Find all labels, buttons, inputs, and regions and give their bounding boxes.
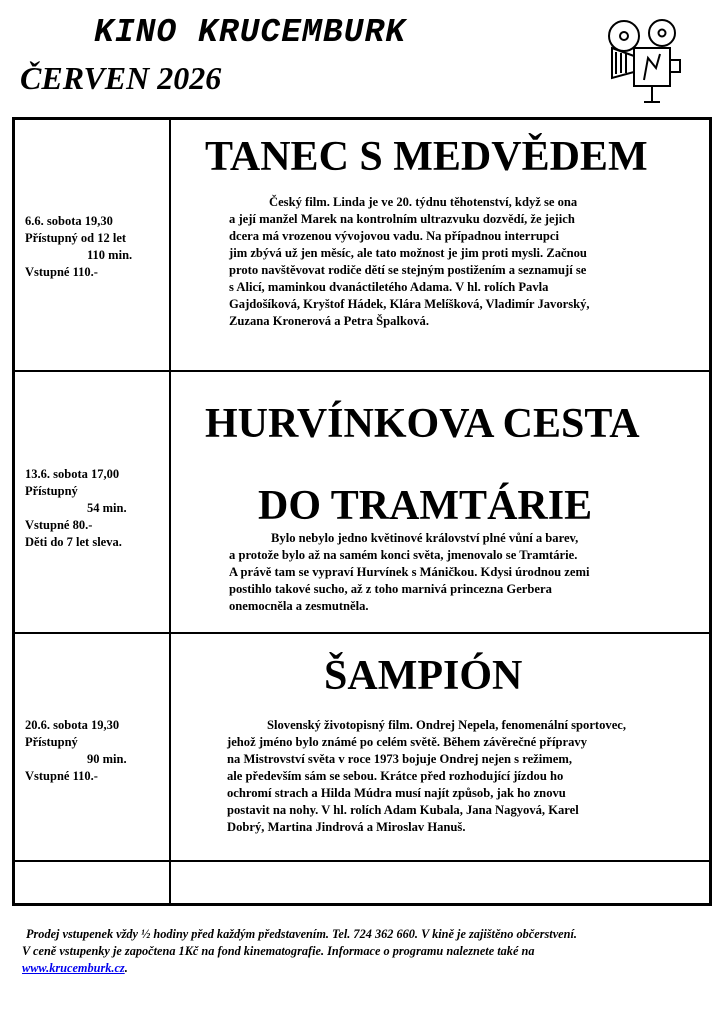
discount-note: Děti do 7 let sleva. bbox=[25, 535, 122, 549]
screening-date: 6.6. sobota 19,30 bbox=[25, 214, 113, 228]
age-rating: Přístupný bbox=[25, 484, 78, 498]
film-title: ŠAMPIÓN bbox=[324, 653, 523, 699]
row-divider bbox=[15, 370, 709, 372]
ticket-price: Vstupné 110.- bbox=[25, 769, 98, 783]
program-table bbox=[12, 117, 712, 906]
ticket-price: Vstupné 80.- bbox=[25, 518, 93, 532]
screening-date: 20.6. sobota 19,30 bbox=[25, 718, 120, 732]
website-link[interactable]: www.krucemburk.cz bbox=[22, 961, 125, 975]
film-duration: 54 min. bbox=[87, 501, 127, 515]
row-divider bbox=[15, 632, 709, 634]
film-camera-icon bbox=[604, 16, 688, 106]
age-rating: Přístupný od 12 let bbox=[25, 231, 127, 245]
screening-info bbox=[25, 717, 127, 785]
ticket-price: Vstupné 110.- bbox=[25, 265, 98, 279]
screening-date: 13.6. sobota 17,00 bbox=[25, 467, 120, 481]
column-divider bbox=[169, 120, 171, 903]
film-description: Český film. Linda je ve 20. týdnu těhotenství, když se ona a její manžel Marek na kontrolním ultrazvuku dozvědí, že jejich dcera má vrozenou vývojovou vadu. Na případnou interrupci jim zbývá už jen měsíc, ale tato možnost je jim proti mysli. Začnou proto navštěvovat rodiče dětí se stejným postižením a seznamují se s Alicí, maminkou dvanáctiletého Adama. V hl. rolích Pavla Gajdošíková, Kryštof Hádek, Klára Melíšková, Vladimír Javorský, Zuzana Kronerová a Petra Špalková. bbox=[229, 195, 590, 328]
screening-info bbox=[25, 213, 132, 281]
film-description: Bylo nebylo jedno květinové království plné vůní a barev, a protože bylo až na samém konci světa, jmenovalo se Tramtárie. A právě tam se vypraví Hurvínek s Máničkou. Kdysi úrodnou zemi postihlo takové sucho, až z toho marnivá princezna Gerbera onemocněla a zesmutněla. bbox=[229, 531, 590, 613]
cinema-name: KINO KRUCEMBURK bbox=[94, 14, 407, 51]
film-duration: 90 min. bbox=[87, 752, 127, 766]
film-title: HURVÍNKOVA CESTA bbox=[205, 401, 640, 447]
age-rating: Přístupný bbox=[25, 735, 78, 749]
film-title: DO TRAMTÁRIE bbox=[258, 483, 593, 529]
footer-line: Prodej vstupenek vždy ½ hodiny před každým představením. Tel. 724 362 660. V kině je zajištěno občerstvení. bbox=[26, 927, 577, 941]
film-description: Slovenský životopisný film. Ondrej Nepela, fenomenální sportovec, jehož jméno bylo známé po celém světě. Během závěrečné přípravy na Mistrovství světa v roce 1973 bojuje Ondrej nejen s režimem, ale především sám se sebou. Krátce před rozhodující jízdou ho ochromí strach a Hilda Múdra musí najít způsob, jak ho znovu postavit na nohy. V hl. rolích Adam Kubala, Jana Nagyová, Karel Dobrý, Martina Jindrová a Miroslav Hanuš. bbox=[227, 718, 627, 834]
footer-link-line bbox=[22, 960, 577, 977]
film-title: TANEC S MEDVĚDEM bbox=[205, 134, 648, 180]
footer-period: . bbox=[124, 961, 128, 975]
screening-info bbox=[25, 466, 127, 551]
row-divider bbox=[15, 860, 709, 862]
footer-info bbox=[22, 926, 577, 977]
film-duration: 110 min. bbox=[87, 248, 133, 262]
program-month: ČERVEN 2026 bbox=[20, 60, 222, 96]
footer-line: V ceně vstupenky je započtena 1Kč na fond kinematografie. Informace o programu naleznete také na bbox=[22, 944, 535, 958]
